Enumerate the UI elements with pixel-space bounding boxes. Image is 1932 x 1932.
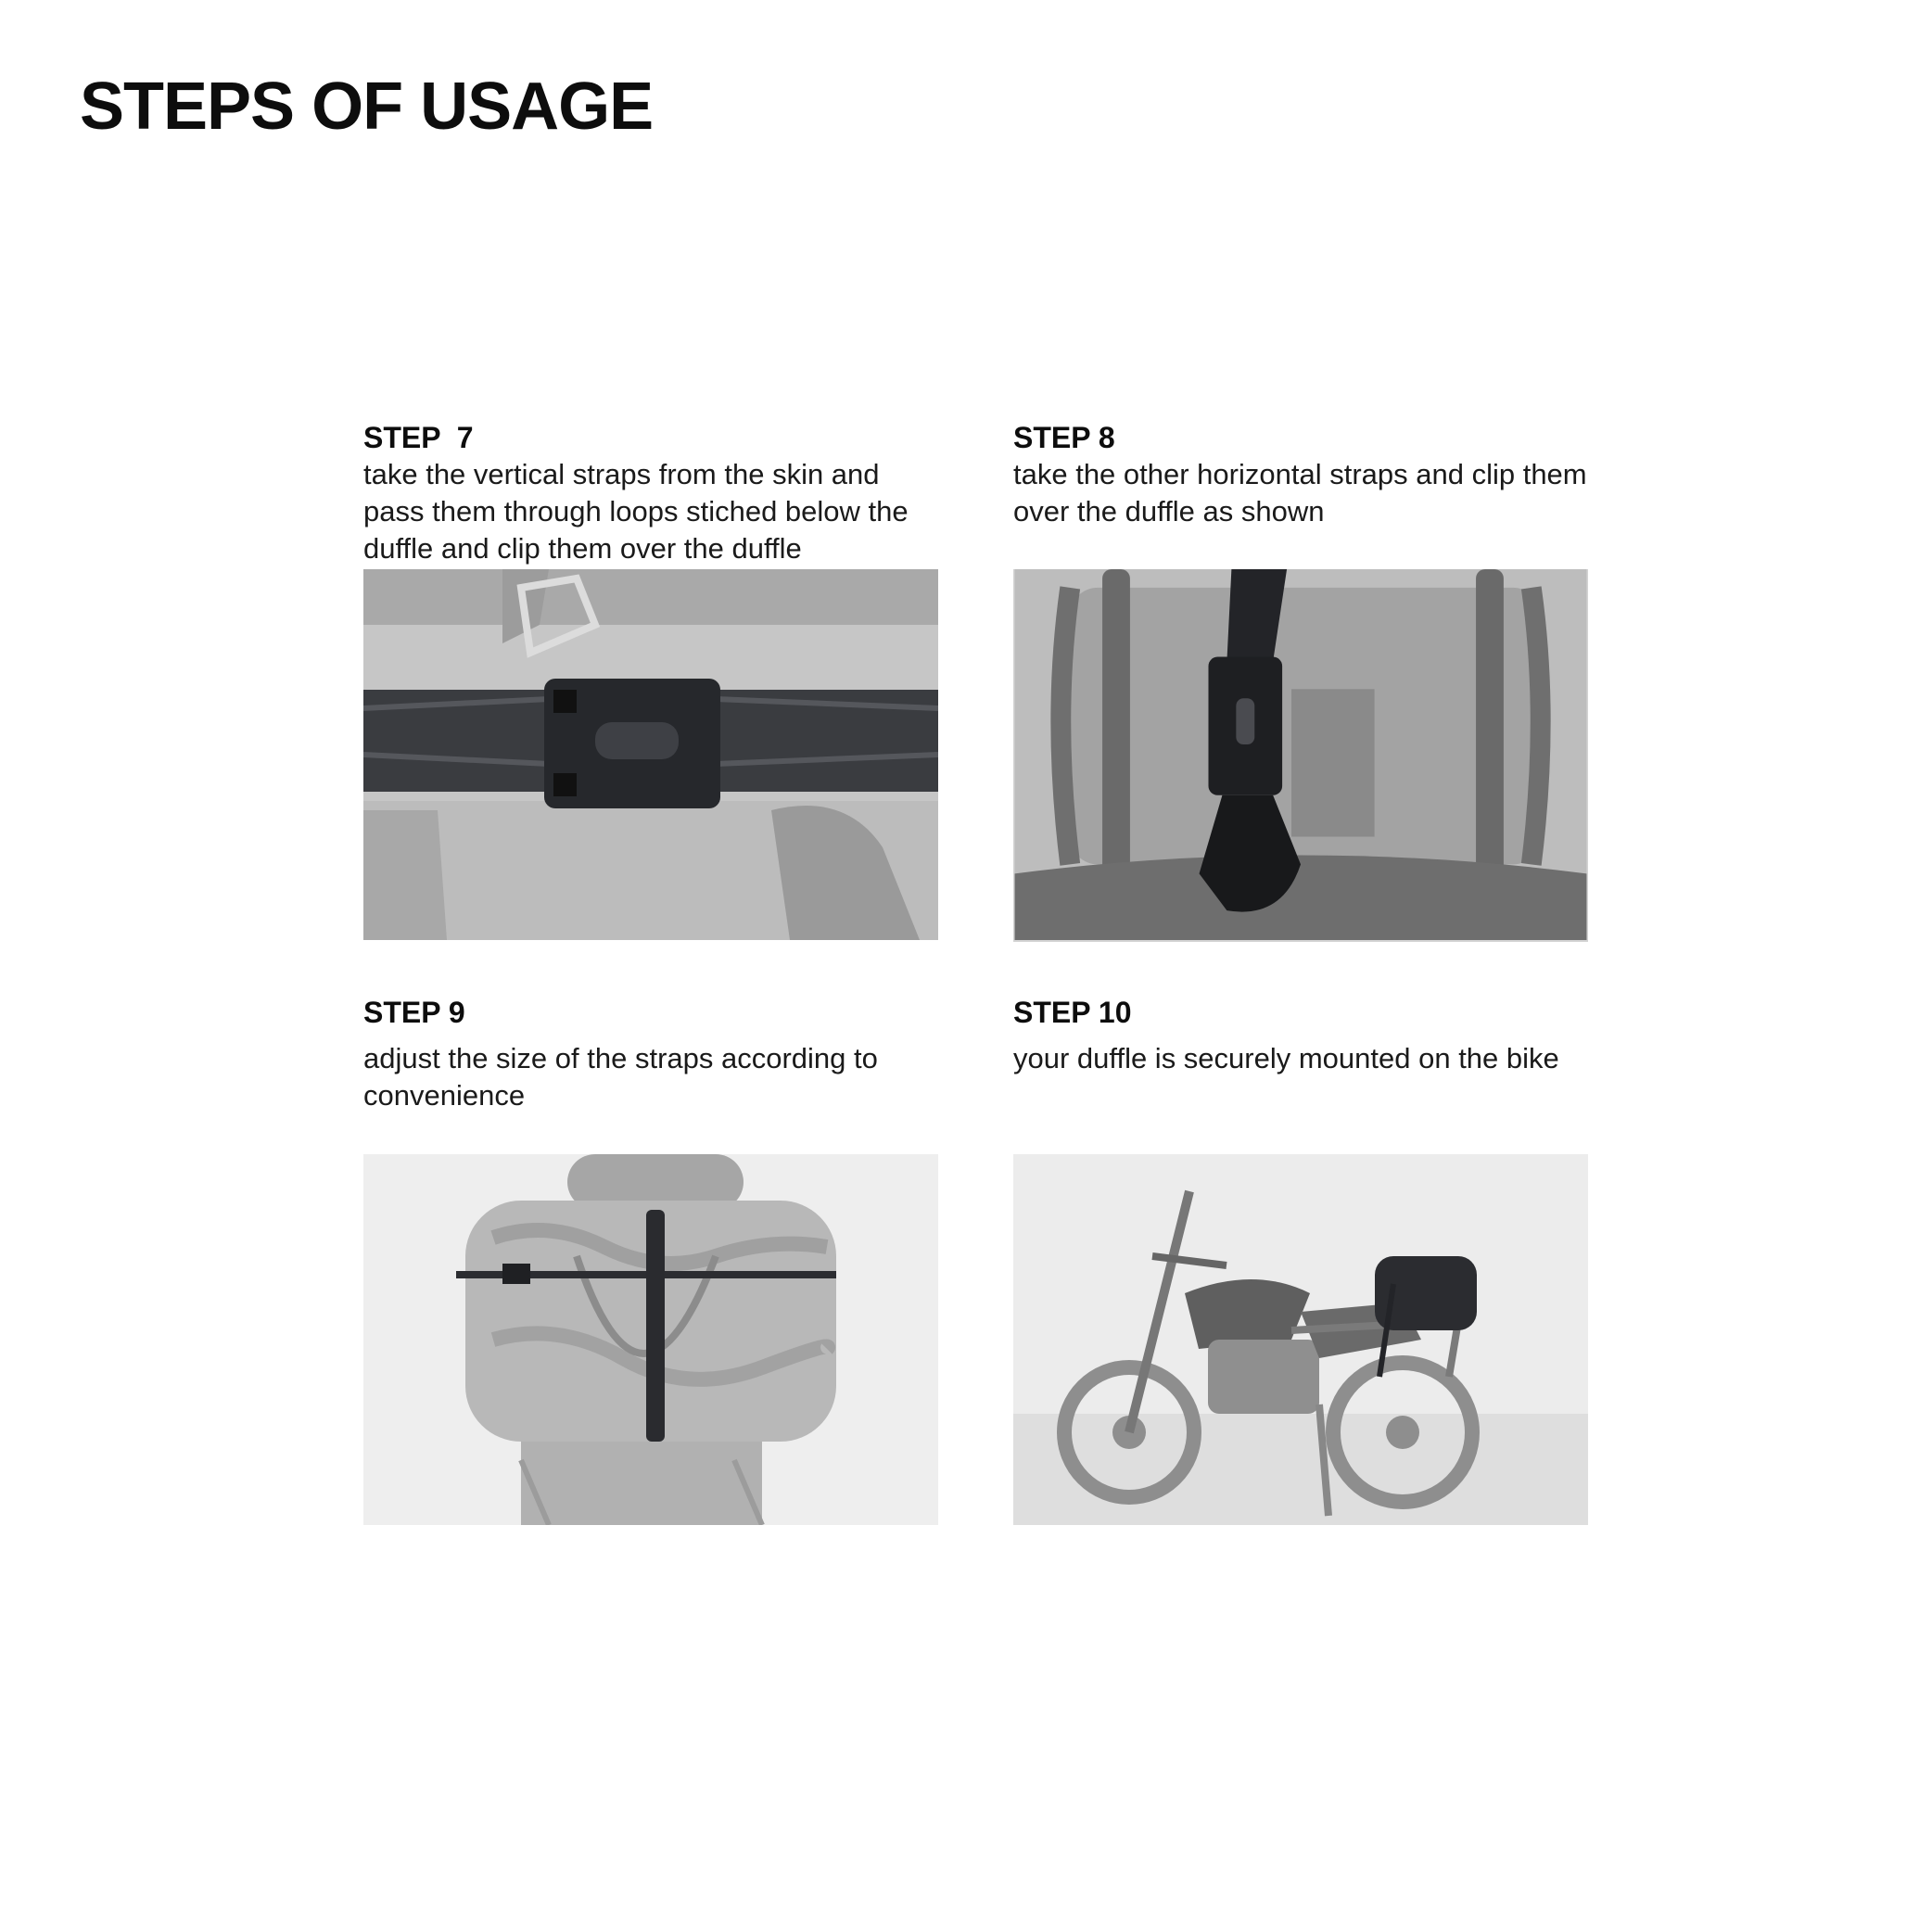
step-9-title: STEP 9 bbox=[363, 996, 465, 1029]
step-10-title: STEP 10 bbox=[1013, 996, 1132, 1029]
buckle-strap-image bbox=[363, 569, 938, 940]
step-9-photo bbox=[363, 1154, 938, 1525]
step-10-photo bbox=[1013, 1154, 1588, 1525]
step-7-text: take the vertical straps from the skin and pass them through loops stiched below the duffle and clip them over the duffle bbox=[363, 458, 909, 565]
step-8-text: take the other horizontal straps and clip them over the duffle as shown bbox=[1013, 458, 1587, 527]
step-7 bbox=[363, 419, 938, 567]
step-10-text: your duffle is securely mounted on the bike bbox=[1013, 1042, 1559, 1074]
step-10 bbox=[1013, 994, 1588, 1077]
step-8-photo bbox=[1013, 569, 1588, 942]
vertical-strap-image bbox=[1013, 569, 1588, 940]
step-9-text: adjust the size of the straps according to convenience bbox=[363, 1042, 878, 1112]
step-8-title: STEP 8 bbox=[1013, 421, 1115, 454]
step-9 bbox=[363, 994, 938, 1114]
step-8 bbox=[1013, 419, 1588, 530]
motorcycle-image bbox=[1013, 1154, 1588, 1525]
step-7-title: STEP 7 bbox=[363, 421, 474, 454]
page-title: STEPS OF USAGE bbox=[80, 70, 654, 144]
step-7-photo bbox=[363, 569, 938, 940]
duffle-top-view-image bbox=[363, 1154, 938, 1525]
